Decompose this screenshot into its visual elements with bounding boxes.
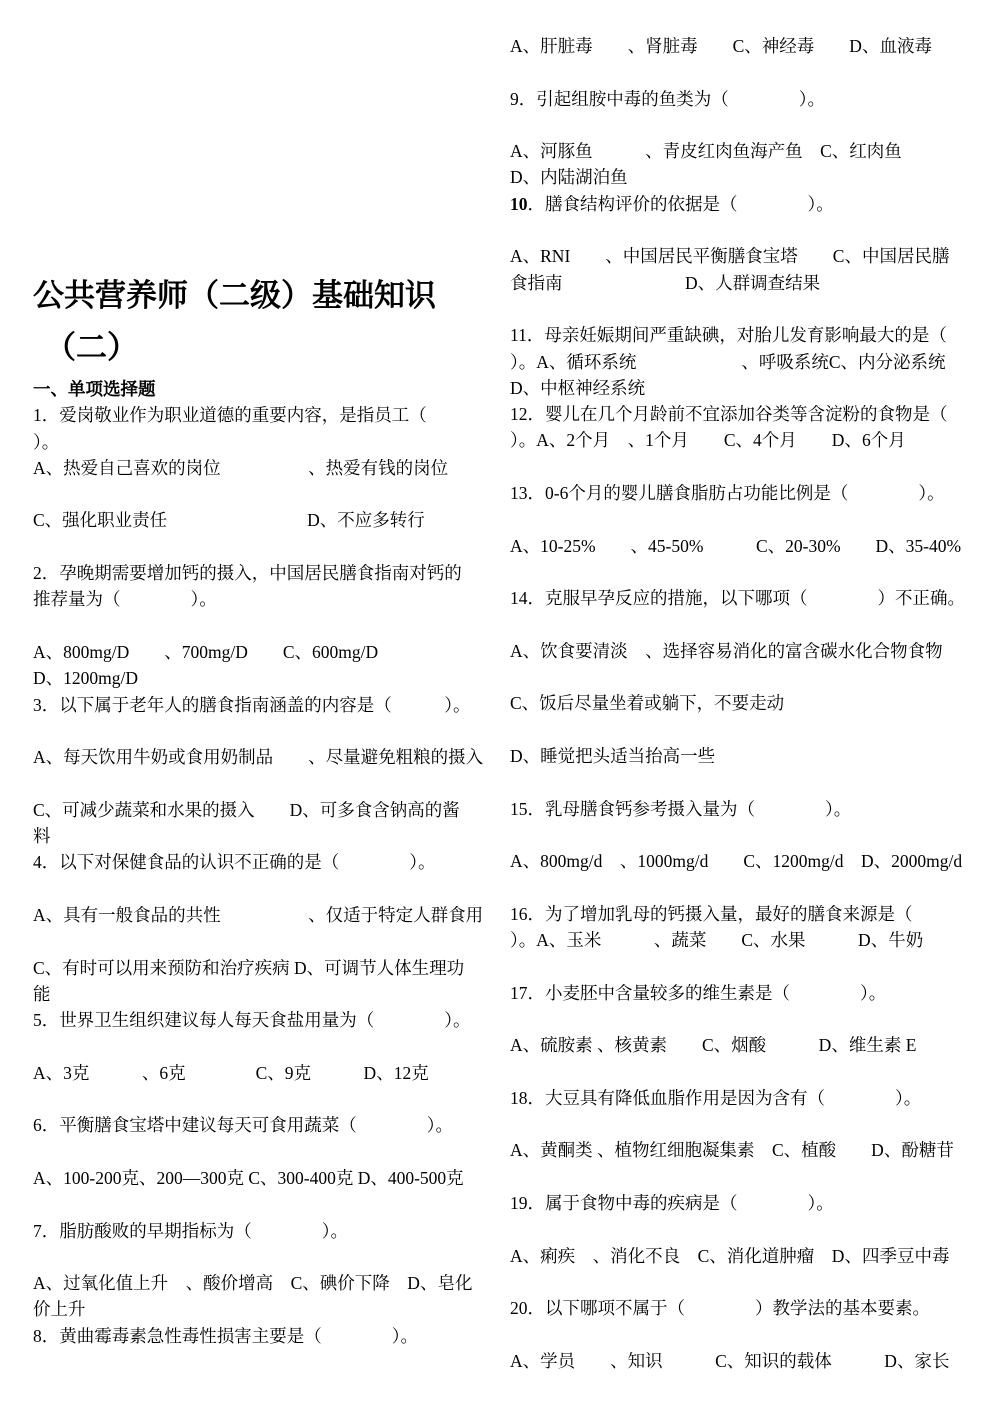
- question-line: 13．0-6个月的婴儿膳食脂肪占功能比例是（ ）。: [510, 483, 945, 504]
- text-line: A、每天饮用牛奶或食用奶制品 、尽量避免粗粮的摄入: [33, 747, 484, 768]
- document-title: [33, 270, 499, 374]
- text-line: 料: [33, 826, 51, 847]
- text-line: ）。A、循环系统 、呼吸系统C、内分泌系统: [510, 351, 946, 372]
- text-line: C、可减少蔬菜和水果的摄入 D、可多食含钠高的酱: [33, 799, 460, 820]
- text-line: A、热爱自己喜欢的岗位 、热爱有钱的岗位: [33, 457, 449, 478]
- text-line: A、河豚鱼 、青皮红肉鱼海产鱼 C、红肉鱼: [510, 141, 902, 162]
- text-line: ）。A、2个月 、1个月 C、4个月 D、6个月: [510, 430, 906, 451]
- text-line: A、RNI 、中国居民平衡膳食宝塔 C、中国居民膳: [510, 246, 950, 267]
- question-line: 11．母亲妊娠期间严重缺碘，对胎儿发育影响最大的是（: [510, 325, 947, 346]
- title-line-1: 公共营养师（二级）基础知识: [33, 278, 436, 313]
- text-line: A、800mg/d 、1000mg/d C、1200mg/d D、2000mg/d: [510, 851, 963, 872]
- question-number: 10: [510, 193, 528, 214]
- text-line: ）。: [33, 431, 60, 452]
- question-line: 3．以下属于老年人的膳食指南涵盖的内容是（ ）。: [33, 694, 471, 715]
- right-column-lines: [510, 33, 982, 1374]
- question-line: 6．平衡膳食宝塔中建议每天可食用蔬菜（ ）。: [33, 1115, 453, 1136]
- question-line: 7．脂肪酸败的早期指标为（ ）。: [33, 1220, 348, 1241]
- text-line: C、饭后尽量坐着或躺下，不要走动: [510, 693, 785, 714]
- question-line: 17．小麦胚中含量较多的维生素是（ ）。: [510, 982, 887, 1003]
- text-line: 推荐量为（ ）。: [33, 589, 217, 610]
- question-line: 15．乳母膳食钙参考摄入量为（ ）。: [510, 798, 852, 819]
- question-line: 14．克服早孕反应的措施，以下哪项（ ）不正确。: [510, 588, 965, 609]
- text-line: A、硫胺素 、核黄素 C、烟酸 D、维生素 E: [510, 1035, 917, 1056]
- question-line: 2．孕晚期需要增加钙的摄入，中国居民膳食指南对钙的: [33, 563, 462, 584]
- text-line: A、800mg/D 、700mg/D C、600mg/D: [33, 641, 379, 662]
- question-line: 5．世界卫生组织建议每人每天食盐用量为（ ）。: [33, 1010, 471, 1031]
- text-line: C、强化职业责任 D、不应多转行: [33, 510, 425, 531]
- question-line: 12．婴儿在几个月龄前不宜添加谷类等含淀粉的食物是（: [510, 404, 948, 425]
- right-column: [510, 0, 982, 1374]
- text-line: A、黄酮类 、植物红细胞凝集素 C、植酸 D、酚糖苷: [510, 1140, 954, 1161]
- question-line: 4．以下对保健食品的认识不正确的是（ ）。: [33, 852, 436, 873]
- text-line: A、饮食要清淡 、选择容易消化的富含碳水化合物食物: [510, 640, 943, 661]
- left-column: [33, 0, 499, 1349]
- question-line: 9．引起组胺中毒的鱼类为（ ）。: [510, 88, 825, 109]
- text-line: D、内陆湖泊鱼: [510, 167, 628, 188]
- question-line: 10．膳食结构评价的依据是（ ）。: [510, 193, 834, 214]
- left-column-lines: [33, 402, 499, 1349]
- text-line: A、具有一般食品的共性 、仅适于特定人群食用: [33, 904, 484, 925]
- text-line: 食指南 D、人群调查结果: [510, 272, 821, 293]
- title-line-2: （二）: [45, 330, 138, 365]
- text-line: A、3克 、6克 C、9克 D、12克: [33, 1062, 429, 1083]
- section-heading: 一、单项选择题: [33, 379, 156, 399]
- question-line: 16．为了增加乳母的钙摄入量，最好的膳食来源是（: [510, 903, 913, 924]
- text-line: 价上升: [33, 1299, 86, 1320]
- text-line: ）。A、玉米 、蔬菜 C、水果 D、牛奶: [510, 930, 924, 951]
- text-line: A、痢疾 、消化不良 C、消化道肿瘤 D、四季豆中毒: [510, 1245, 950, 1266]
- text-line: D、1200mg/D: [33, 668, 138, 689]
- question-line: 20．以下哪项不属于（ ）教学法的基本要素。: [510, 1298, 930, 1319]
- text-line: A、10-25% 、45-50% C、20-30% D、35-40%: [510, 535, 962, 556]
- question-line: 8．黄曲霉毒素急性毒性损害主要是（ ）。: [33, 1325, 418, 1346]
- question-line: 1．爱岗敬业作为职业道德的重要内容，是指员工（: [33, 405, 427, 426]
- question-line: 19．属于食物中毒的疾病是（ ）。: [510, 1193, 834, 1214]
- text-line: D、中枢神经系统: [510, 377, 646, 398]
- text-line: A、肝脏毒 、肾脏毒 C、神经毒 D、血液毒: [510, 36, 932, 56]
- text-line: A、学员 、知识 C、知识的载体 D、家长: [510, 1350, 950, 1371]
- question-line: 18．大豆具有降低血脂作用是因为含有（ ）。: [510, 1087, 922, 1108]
- text-line: D、睡觉把头适当抬高一些: [510, 746, 716, 767]
- text-line: A、过氧化值上升 、酸价增高 C、碘价下降 D、皂化: [33, 1273, 473, 1294]
- text-line: C、有时可以用来预防和治疗疾病 D、可调节人体生理功: [33, 957, 465, 978]
- text-line: A、100-200克、200—300克 C、300-400克 D、400-500克: [33, 1167, 464, 1188]
- text-line: 能: [33, 983, 51, 1004]
